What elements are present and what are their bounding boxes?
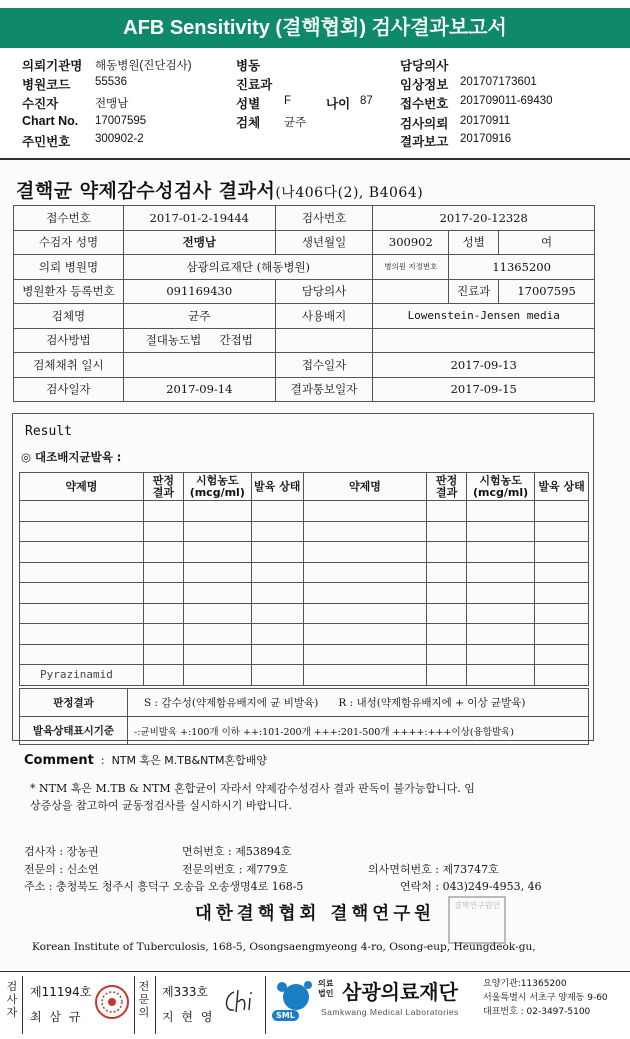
- received-value: 2017-09-13: [373, 353, 595, 378]
- col-growth-right: 발육 상태: [535, 473, 589, 501]
- legend-s: S : 감수성(약제함유배지에 균 비발육): [144, 697, 319, 709]
- specimen-value: 균주: [284, 117, 307, 129]
- name-label: 수검자 성명: [14, 230, 124, 255]
- sml-badge: SML: [272, 1010, 299, 1021]
- designated-value: 11365200: [449, 255, 595, 280]
- dept-label: 진료과: [236, 78, 273, 92]
- drug-result-table: [19, 472, 589, 686]
- chart-label: Chart No.: [22, 114, 79, 128]
- lab-name-en: Samkwang Medical Laboratories: [321, 1007, 459, 1017]
- form-specimen-label: 검체명: [14, 304, 124, 329]
- designated-label: 병의원 지정번호: [373, 255, 449, 280]
- org-address-en: Korean Institute of Tuberculosis, 168-5, Osongsaengmyeong 4-ro, Osong-eup, Heungdeok-gu,: [32, 941, 536, 953]
- hospital-label: 의뢰 병원명: [14, 255, 124, 280]
- form-doctor-label: 담당의사: [275, 279, 373, 304]
- receipt-no-label: 접수번호: [14, 206, 124, 231]
- rrn-label: 주민번호: [22, 135, 71, 149]
- recipient-label: 수진자: [22, 97, 59, 111]
- table-row: [20, 542, 589, 563]
- license-no: 면허번호 : 제53894호: [182, 845, 292, 858]
- patient-info-block: [0, 54, 630, 149]
- gender-label: 성별: [449, 230, 499, 255]
- medium-value: Lowenstein-Jensen media: [373, 304, 595, 329]
- gender-value: 여: [499, 230, 595, 255]
- test-no-label: 검사번호: [275, 206, 373, 231]
- form-dept-label: 진료과: [449, 279, 499, 304]
- method-empty-1: [275, 328, 373, 353]
- test-no-value: 2017-20-12328: [373, 206, 595, 231]
- specialist-no-footer: 제333호: [162, 985, 209, 999]
- org-name: 대한결핵협회 결핵연구원: [194, 904, 436, 924]
- legend-r: R : 내성(약제함유배지에 + 이상 균발육): [338, 697, 526, 709]
- received-label: 접수일자: [275, 353, 373, 378]
- name-value: 전맹남: [123, 230, 275, 255]
- specialist-name-footer: 지 현 영: [162, 1010, 215, 1024]
- tester-name: 최 삼 규: [30, 1010, 83, 1024]
- clinical-label: 임상정보: [400, 78, 449, 92]
- lab-name: 삼광의료재단: [342, 980, 458, 1004]
- legend-table: [19, 688, 589, 745]
- col-growth-left: 발육 상태: [251, 473, 303, 501]
- method-empty-2: [373, 328, 595, 353]
- tester-no: 제11194호: [30, 985, 92, 999]
- recipient-value: 전맹남: [95, 98, 129, 110]
- control-medium-growth: ◎ 대조배지균발육 :: [21, 450, 122, 464]
- table-row: [20, 583, 589, 604]
- receipt-no-value: 2017-01-2-19444: [123, 206, 275, 231]
- col-conc-left: 시험농도 (mcg/ml): [183, 473, 251, 501]
- col-judge-left: 판정 결과: [143, 473, 183, 501]
- dob-value: 300902: [373, 230, 449, 255]
- table-row: [20, 665, 589, 686]
- signature-icon: [222, 986, 262, 1018]
- result-section: [12, 413, 594, 741]
- contact: 연락처 : 043)249-4953, 46: [400, 880, 542, 893]
- comment-line: Comment : NTM 혹은 M.TB&NTM혼합배양: [24, 753, 268, 768]
- footer-divider-1: [22, 976, 23, 1034]
- specialist-vertical-label: 전문의: [138, 980, 150, 1019]
- note-line-2: 상증상을 참고하여 균동정검사를 실시하시기 바랍니다.: [30, 799, 292, 812]
- notified-value: 2017-09-15: [373, 377, 595, 402]
- tested-value: 2017-09-14: [123, 377, 275, 402]
- table-row: [20, 624, 589, 645]
- hospital-value: 삼광의료재단 (해동병원): [123, 255, 373, 280]
- table-row: [20, 501, 589, 522]
- form-doctor-value: [373, 279, 449, 304]
- tester: 검사자 : 장농권: [24, 845, 99, 858]
- seal-text: 결핵연구원인: [453, 901, 501, 910]
- table-row: [20, 562, 589, 583]
- form-code: (나406다(2), B4064): [275, 185, 424, 201]
- patient-reg-label: 병원환자 등록번호: [14, 279, 124, 304]
- comment-note: [30, 780, 590, 814]
- sex-label: 성별: [236, 97, 261, 111]
- tester-seal-icon: [94, 984, 130, 1020]
- patient-reg-value: 091169430: [123, 279, 275, 304]
- legend-judge-text: [128, 689, 589, 717]
- tested-label: 검사일자: [14, 377, 124, 402]
- institution-value: 해동병원(진단검사): [95, 60, 192, 72]
- age-label: 나이: [326, 97, 351, 111]
- specimen-label: 검체: [236, 116, 261, 130]
- report-title: AFB Sensitivity (결핵협회) 검사결과보고서: [0, 8, 630, 48]
- method-label: 검사방법: [14, 328, 124, 353]
- comment-text: NTM 혹은 M.TB&NTM혼합배양: [111, 754, 268, 767]
- form-title-text: 결핵균 약제감수성검사 결과서: [16, 180, 276, 202]
- col-judge-right: 판정 결과: [427, 473, 467, 501]
- footer-divider-3: [155, 976, 156, 1034]
- collect-value: [123, 353, 275, 378]
- table-row: [20, 644, 589, 665]
- form-dept-value: 17007595: [499, 279, 595, 304]
- rrn-value: 300902-2: [95, 133, 144, 145]
- hospital-code-value: 55536: [95, 76, 127, 88]
- footer: [0, 971, 630, 1039]
- comment-label: Comment: [24, 753, 94, 768]
- lab-prefix: 의료 법인: [318, 979, 334, 998]
- doctor-label: 담당의사: [400, 59, 449, 73]
- report-label: 결과보고: [400, 135, 449, 149]
- footer-divider-4: [265, 976, 266, 1034]
- pyrazinamid-label: Pyrazinamid: [20, 665, 144, 686]
- lab-tel: 대표번호 : 02-3497-5100: [483, 1007, 591, 1017]
- doctor-license: 의사면허번호 : 제73747호: [368, 863, 499, 876]
- col-conc-right: 시험농도 (mcg/ml): [467, 473, 535, 501]
- footer-divider-2: [134, 976, 135, 1034]
- receipt-label: 접수번호: [400, 97, 449, 111]
- lab-code: 요양기관:11365200: [483, 979, 567, 989]
- lab-info: [483, 977, 608, 1019]
- age-value: 87: [360, 95, 373, 107]
- chart-value: 17007595: [95, 115, 147, 127]
- request-label: 검사의뢰: [400, 117, 449, 131]
- address: 주소 : 충청북도 청주시 흥덕구 오송읍 오송생명4로 168-5: [24, 880, 304, 893]
- collect-label: 검체채취 일시: [14, 353, 124, 378]
- result-title: Result: [25, 424, 72, 439]
- col-drug-left: 약제명: [20, 473, 144, 501]
- col-drug-right: 약제명: [303, 473, 427, 501]
- table-row: [20, 521, 589, 542]
- report-value: 20170916: [460, 133, 512, 145]
- legend-growth-text: -:균비발육 +:100개 이하 ++:101-200개 +++:201-500개 ++++:+++이상(융합발육): [128, 717, 589, 745]
- tester-vertical-label: 검사자: [6, 980, 18, 1019]
- institution-label: 의뢰기관명: [22, 59, 83, 73]
- sex-value: F: [284, 95, 292, 107]
- method-1: 절대농도법: [145, 333, 202, 348]
- form-specimen-value: 균주: [123, 304, 275, 329]
- clinical-value: 201707173601: [460, 76, 537, 88]
- legend-judge-label: 판정결과: [20, 689, 128, 717]
- lab-address: 서울특별시 서초구 양재동 9-60: [483, 993, 608, 1003]
- hospital-code-label: 병원코드: [22, 78, 71, 92]
- method-value: [123, 328, 275, 353]
- method-2: 간접법: [219, 333, 253, 348]
- form-title: [16, 176, 423, 203]
- legend-growth-label: 발육상태표시기준: [20, 717, 128, 745]
- request-value: 20170911: [460, 115, 511, 127]
- note-line-1: * NTM 혹은 M.TB & NTM 혼합균이 자라서 약제감수성검사 결과 판독이 불가능합니다. 임: [30, 782, 475, 795]
- official-seal: [448, 896, 506, 944]
- medium-label: 사용배지: [275, 304, 373, 329]
- dob-label: 생년월일: [275, 230, 373, 255]
- notified-label: 결과통보일자: [275, 377, 373, 402]
- specialist: 전문의 : 신소연: [24, 863, 99, 876]
- specialist-no: 전문의번호 : 제779호: [182, 863, 289, 876]
- receipt-value: 201709011-69430: [460, 95, 553, 107]
- table-row: [20, 603, 589, 624]
- request-form-table: [13, 205, 595, 402]
- ward-label: 병동: [236, 59, 261, 73]
